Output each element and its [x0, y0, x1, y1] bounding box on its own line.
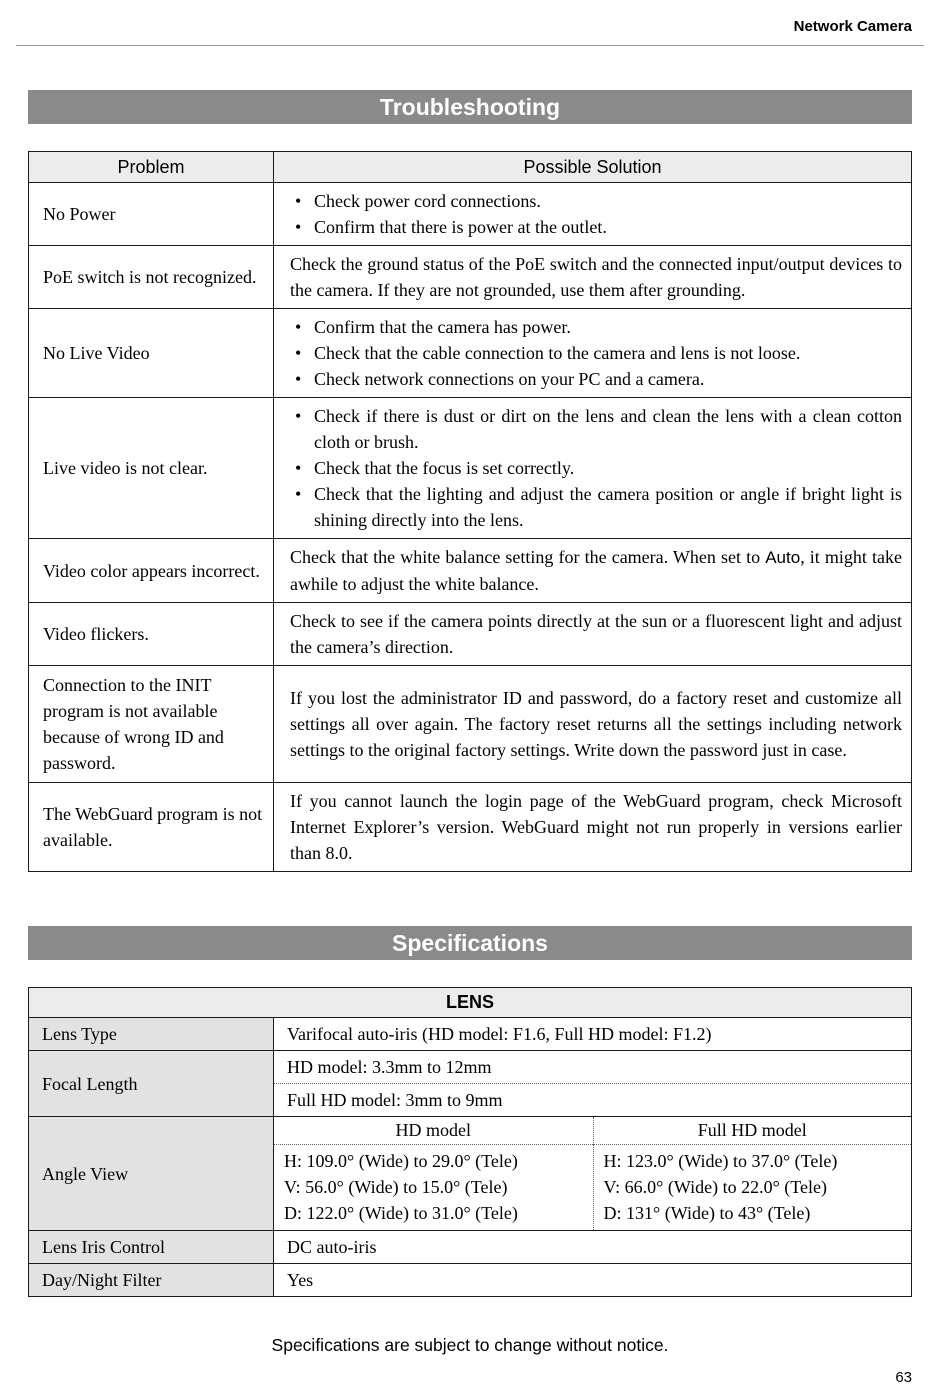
solution-bullet-list	[290, 403, 902, 533]
problem-cell: PoE switch is not recognized.	[29, 246, 274, 309]
solution-bullet: • Check power cord connections.	[290, 188, 902, 214]
solution-bullet: • Check if there is dust or dirt on the lens and clean the lens with a clean cotton cloth or brush.	[290, 403, 902, 455]
solution-text: If you lost the administrator ID and password, do a factory reset and customize all settings all over again. The factory reset returns all the settings including network settings to the original factory settings. Write down the password just in case.	[290, 688, 902, 760]
lens-value-text: Varifocal auto-iris (HD model: F1.6, Full HD model: F1.2)	[287, 1024, 712, 1044]
lens-row-lens-iris-control	[29, 1231, 912, 1264]
lens-stacked-value: Full HD model: 3mm to 9mm	[274, 1083, 911, 1116]
troubleshooting-row	[29, 783, 912, 872]
troubleshooting-table	[28, 151, 912, 872]
lens-value-cell	[274, 1231, 912, 1264]
specifications-banner	[28, 926, 912, 960]
lens-stacked-value: HD model: 3.3mm to 12mm	[287, 1057, 492, 1077]
solution-bullet-list	[290, 188, 902, 240]
problem-cell: Video color appears incorrect.	[29, 539, 274, 603]
angle-value: H: 109.0° (Wide) to 29.0° (Tele)	[284, 1151, 518, 1171]
problem-cell: Connection to the INIT program is not available because of wrong ID and password.	[29, 666, 274, 783]
solution-text	[290, 544, 902, 597]
troubleshooting-row	[29, 183, 912, 246]
lens-value-cell	[274, 1117, 912, 1231]
solution-bullet: • Check that the cable connection to the camera and lens is not loose.	[290, 340, 902, 366]
solution-text: Check the ground status of the PoE switch and the connected input/output devices to the camera. If they are not grounded, use them after grounding.	[290, 254, 902, 300]
lens-title-row	[29, 988, 912, 1018]
page-number: 63	[895, 1369, 912, 1386]
lens-value-cell	[274, 1018, 912, 1051]
lens-label-cell: Day/Night Filter	[29, 1264, 274, 1297]
specifications-title: Specifications	[392, 930, 548, 956]
angle-value: V: 56.0° (Wide) to 15.0° (Tele)	[284, 1177, 508, 1197]
troubleshooting-row	[29, 246, 912, 309]
matrix-column-header: HD model	[274, 1117, 593, 1145]
angle-value: D: 122.0° (Wide) to 31.0° (Tele)	[284, 1203, 518, 1223]
solution-bullet: • Confirm that the camera has power.	[290, 314, 902, 340]
lens-row-day-night-filter	[29, 1264, 912, 1297]
solution-cell	[274, 539, 912, 603]
angle-value: D: 131° (Wide) to 43° (Tele)	[603, 1203, 811, 1223]
solution-bullet: • Confirm that there is power at the outlet.	[290, 214, 902, 240]
solution-cell	[274, 398, 912, 539]
header-divider	[16, 45, 924, 46]
text-segment: , it might take awhile to adjust the white balance.	[290, 547, 902, 594]
troubleshooting-title: Troubleshooting	[379, 94, 561, 120]
text-segment: Check that the white balance setting for the camera. When set to	[290, 547, 766, 567]
solution-cell	[274, 183, 912, 246]
matrix-column-values	[593, 1145, 912, 1230]
troubleshooting-row	[29, 309, 912, 398]
solution-cell	[274, 246, 912, 309]
lens-label-cell: Lens Iris Control	[29, 1231, 274, 1264]
problem-cell: No Live Video	[29, 309, 274, 398]
troubleshooting-header-row	[29, 152, 912, 183]
solution-bullet-list	[290, 314, 902, 392]
lens-row-angle-view	[29, 1117, 912, 1231]
matrix-column-header: Full HD model	[593, 1117, 912, 1145]
solution-text: Check to see if the camera points directly at the sun or a fluorescent light and adjust the camera’s direction.	[290, 611, 902, 657]
solution-bullet: • Check that the lighting and adjust the camera position or angle if bright light is shining directly into the lens.	[290, 481, 902, 533]
angle-view-matrix	[274, 1117, 911, 1230]
angle-value: H: 123.0° (Wide) to 37.0° (Tele)	[603, 1151, 838, 1171]
problem-column-header: Problem	[29, 152, 274, 183]
angle-value: V: 66.0° (Wide) to 22.0° (Tele)	[603, 1177, 828, 1197]
troubleshooting-row	[29, 666, 912, 783]
solution-text: If you cannot launch the login page of the WebGuard program, check Microsoft Internet Explorer’s version. WebGuard might not run properly in versions earlier than 8.0.	[290, 791, 902, 863]
lens-value-cell	[274, 1051, 912, 1117]
header-title: Network Camera	[793, 18, 912, 35]
lens-label-cell: Lens Type	[29, 1018, 274, 1051]
lens-table	[28, 987, 912, 1297]
troubleshooting-row	[29, 603, 912, 666]
solution-bullet: • Check network connections on your PC and a camera.	[290, 366, 902, 392]
solution-column-header: Possible Solution	[274, 152, 912, 183]
lens-row-lens-type	[29, 1018, 912, 1051]
problem-cell: The WebGuard program is not available.	[29, 783, 274, 872]
problem-cell: No Power	[29, 183, 274, 246]
lens-row-focal-length	[29, 1051, 912, 1117]
solution-cell	[274, 783, 912, 872]
lens-section-title: LENS	[29, 988, 912, 1018]
troubleshooting-row	[29, 539, 912, 603]
solution-cell	[274, 309, 912, 398]
lens-label-cell: Focal Length	[29, 1051, 274, 1117]
solution-cell	[274, 666, 912, 783]
problem-cell: Live video is not clear.	[29, 398, 274, 539]
lens-value-text: Yes	[287, 1270, 314, 1290]
text-segment: Auto	[765, 548, 801, 567]
troubleshooting-banner	[28, 90, 912, 124]
troubleshooting-row	[29, 398, 912, 539]
solution-bullet: • Check that the focus is set correctly.	[290, 455, 902, 481]
solution-cell	[274, 603, 912, 666]
matrix-column-values	[274, 1145, 593, 1230]
footer-note: Specifications are subject to change without notice.	[271, 1335, 669, 1355]
page-header	[28, 18, 912, 45]
lens-label-cell: Angle View	[29, 1117, 274, 1231]
lens-value-text: DC auto-iris	[287, 1237, 377, 1257]
lens-value-cell	[274, 1264, 912, 1297]
problem-cell: Video flickers.	[29, 603, 274, 666]
